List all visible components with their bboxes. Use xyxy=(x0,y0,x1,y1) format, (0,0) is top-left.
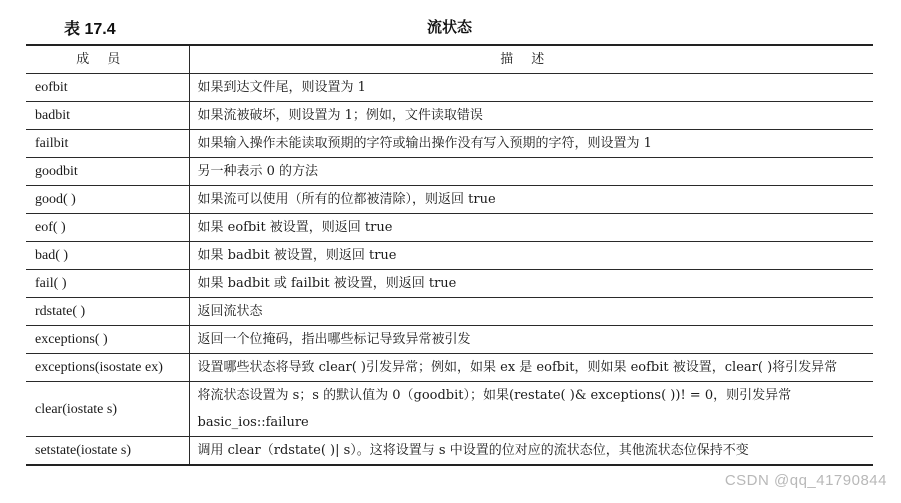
description-cell: 返回一个位掩码，指出哪些标记导致异常被引发 xyxy=(189,326,873,354)
description-cell: 如果流可以使用（所有的位都被清除），则返回 true xyxy=(189,186,873,214)
description-cell: 如果流被破坏，则设置为 1；例如，文件读取错误 xyxy=(189,102,873,130)
member-cell: bad( ) xyxy=(26,242,189,270)
table-row xyxy=(26,158,873,186)
table-row xyxy=(26,186,873,214)
description-cell: 另一种表示 0 的方法 xyxy=(189,158,873,186)
member-cell: badbit xyxy=(26,102,189,130)
member-cell: exceptions(isostate ex) xyxy=(26,354,189,382)
header-row xyxy=(26,45,873,74)
member-cell: eof( ) xyxy=(26,214,189,242)
table-title: 流状态 xyxy=(426,18,472,36)
description-cell: 将流状态设置为 s；s 的默认值为 0（goodbit）；如果(restate( )& exceptions( ))! = 0，则引发异常 basic_ios::failure xyxy=(189,382,873,437)
description-cell: 设置哪些状态将导致 clear( )引发异常；例如，如果 ex 是 eofbit，则如果 eofbit 被设置，clear( )将引发异常 xyxy=(189,354,873,382)
description-cell: 如果 badbit 或 failbit 被设置，则返回 true xyxy=(189,270,873,298)
member-cell: clear(iostate s) xyxy=(26,382,189,437)
table-row xyxy=(26,298,873,326)
member-cell: eofbit xyxy=(26,74,189,102)
member-cell: good( ) xyxy=(26,186,189,214)
description-cell: 如果输入操作未能读取预期的字符或输出操作没有写入预期的字符，则设置为 1 xyxy=(189,130,873,158)
stream-state-table xyxy=(26,44,873,466)
description-cell: 如果 badbit 被设置，则返回 true xyxy=(189,242,873,270)
description-cell: 如果 eofbit 被设置，则返回 true xyxy=(189,214,873,242)
table-row xyxy=(26,130,873,158)
table-row xyxy=(26,382,873,437)
table-number: 表 17.4 xyxy=(64,21,116,38)
table-row xyxy=(26,214,873,242)
member-cell: failbit xyxy=(26,130,189,158)
member-cell: rdstate( ) xyxy=(26,298,189,326)
table-caption xyxy=(26,12,873,42)
header-description: 描述 xyxy=(189,45,873,74)
member-cell: exceptions( ) xyxy=(26,326,189,354)
table-row xyxy=(26,270,873,298)
member-cell: fail( ) xyxy=(26,270,189,298)
table-row xyxy=(26,242,873,270)
watermark: CSDN @qq_41790844 xyxy=(724,472,887,489)
description-cell: 返回流状态 xyxy=(189,298,873,326)
description-cell: 调用 clear（rdstate( )| s）。这将设置与 s 中设置的位对应的流状态位，其他流状态位保持不变 xyxy=(189,437,873,466)
member-cell: goodbit xyxy=(26,158,189,186)
table-row xyxy=(26,354,873,382)
table-row xyxy=(26,102,873,130)
header-member: 成员 xyxy=(26,45,189,74)
description-cell: 如果到达文件尾，则设置为 1 xyxy=(189,74,873,102)
table-row xyxy=(26,326,873,354)
member-cell: setstate(iostate s) xyxy=(26,437,189,466)
table-row xyxy=(26,437,873,466)
table-row xyxy=(26,74,873,102)
